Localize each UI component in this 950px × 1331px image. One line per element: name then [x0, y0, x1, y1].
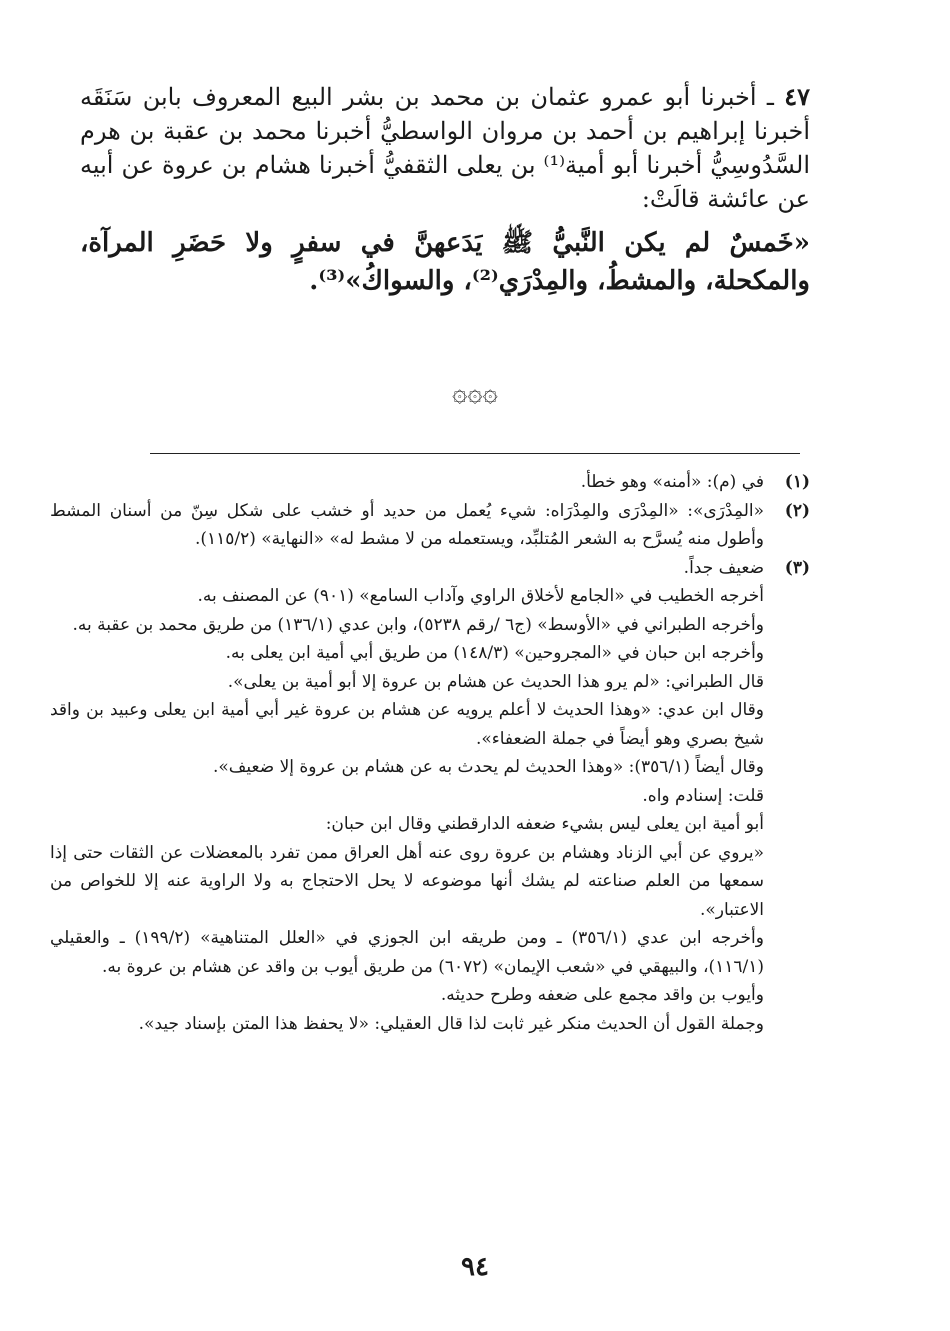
- footnotes: [50, 468, 810, 1038]
- footnote-line: وأخرجه الطبراني في «الأوسط» (ج٦ /رقم ٥٢٣٨)، وابن عدي (١٣٦/١) من طريق محمد بن عقبة به.: [72, 614, 764, 635]
- footnote-line: قال الطبراني: «لم يرو هذا الحديث عن هشام بن عروة إلا أبو أمية بن يعلى».: [227, 671, 764, 692]
- footnote-line: في (م): «أمنه» وهو خطأ.: [580, 472, 764, 492]
- footnote-2: [50, 497, 810, 554]
- matn-text: «خَمسٌ لم يكن النَّبيُّ ﷺ يَدَعهنَّ في سفرٍ ولا حَضَرِ المرآة، والمكحلة، والمشطُ، والمِدْرَي⁽²⁾، والسواكُ»⁽³⁾.: [80, 228, 810, 296]
- footnote-line: وجملة القول أن الحديث منكر غير ثابت لذا قال العقيلي: «لا يحفظ هذا المتن بإسناد جيد».: [138, 1013, 764, 1034]
- footnote-number: (٢): [784, 500, 810, 521]
- footnote-line: «يروي عن أبي الزناد وهشام بن عروة روى عنه أهل العراق ممن تفرد بالمعضلات عن الثقات حتى إذا سمعها من العلم صناعته لم يشك أنها موضوعه لا يحل الاحتجاج به ولا الراوية عنه إلا للخواص من الاعتبار».: [50, 842, 764, 920]
- footnote-divider: [150, 453, 800, 454]
- footnote-line: أبو أمية ابن يعلى ليس بشيء ضعفه الدارقطني وقال ابن حبان:: [325, 814, 764, 834]
- footnote-line: أخرجه الخطيب في «الجامع لأخلاق الراوي وآداب السامع» (٩٠١) عن المصنف به.: [197, 586, 764, 606]
- isnad-text: ـ أخبرنا أبو عمرو عثمان بن محمد بن بشر البيع المعروف بابن سَنَقَه أخبرنا إبراهيم بن أحمد بن مروان الواسطيُّ أخبرنا محمد بن عقبة بن هرم السَّدُوسِيُّ أخبرنا أبو أمية⁽¹⁾ بن يعلى الثقفيُّ أخبرنا هشام بن عروة عن أبيه عن عائشة قالَتْ:: [80, 83, 810, 213]
- footnote-number: (١): [784, 472, 810, 492]
- footnote-line: وقال ابن عدي: «وهذا الحديث لا أعلم يرويه عن هشام بن عروة غير أبي أمية ابن يعلى وعبيد بن واقد شيخ بصري وهو أيضاً في جملة الضعفاء».: [50, 700, 764, 749]
- footnote-1: [50, 468, 810, 497]
- footnote-line: وأخرجه ابن عدي (٣٥٦/١) ـ ومن طريقه ابن الجوزي في «العلل المتناهية» (١٩٩/٢) ـ والعقيلي (١١٦/١)، والبيهقي في «شعب الإيمان» (٦٠٧٢) من طريق أيوب بن واقد عن هشام بن عروة به.: [50, 928, 764, 977]
- footnote-line: «المِدْرَى»: «المِدْرَى والمِدْرَاه: شيء يُعمل من حديد أو خشب على شكل سِنّ من أسنان المشط وأطول منه يُسرَّح به الشعر المُتلبِّد، ويستعمله من لا مشط له» «النهاية» (١١٥/٢).: [50, 500, 764, 549]
- isnad-paragraph: [80, 80, 810, 216]
- footnote-line: وأخرجه ابن حبان في «المجروحين» (١٤٨/٣) من طريق أبي أمية ابن يعلى به.: [225, 643, 764, 663]
- footnote-line: وأيوب بن واقد مجمع على ضعفه وطرح حديثه.: [440, 985, 764, 1005]
- hadith-section: [80, 80, 810, 308]
- hadith-number: ٤٧: [784, 82, 810, 111]
- footnote-line: قلت: إسنادم واه.: [642, 785, 764, 806]
- page-number: ٩٤: [461, 1252, 489, 1282]
- ornament-separator: ۞۞۞: [452, 378, 498, 408]
- footnote-line: وقال أيضاً (٣٥٦/١): «وهذا الحديث لم يحدث به عن هشام بن عروة إلا ضعيف».: [213, 757, 764, 777]
- footnote-3: [50, 554, 810, 1039]
- footnote-line: ضعيف جداً.: [683, 557, 764, 578]
- footnote-number: (٣): [784, 557, 810, 578]
